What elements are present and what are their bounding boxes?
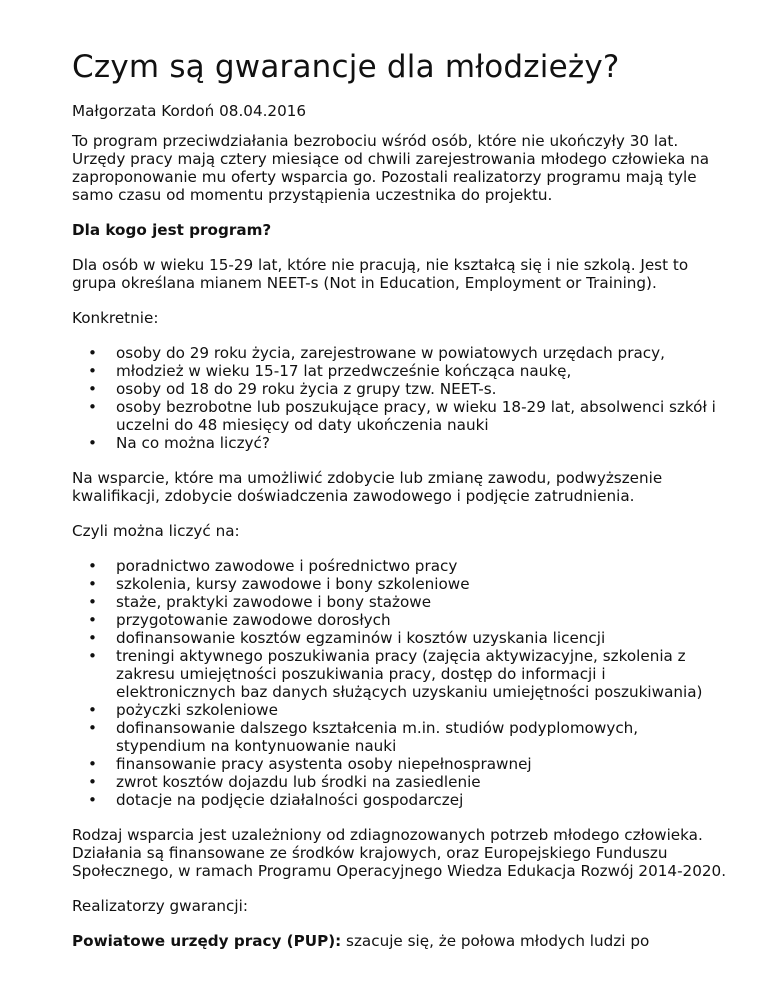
list-item: • osoby do 29 roku życia, zarejestrowane w powiatowych urzędach pracy, bbox=[116, 344, 728, 362]
list-item: • pożyczki szkoleniowe bbox=[116, 701, 728, 719]
list-item: • dofinansowanie kosztów egzaminów i kosztów uzyskania licencji bbox=[116, 629, 728, 647]
page-title: Czym są gwarancje dla młodzieży? bbox=[72, 49, 620, 85]
list-item: • treningi aktywnego poszukiwania pracy (zajęcia aktywizacyjne, szkolenia z zakresu umiejętności poszukiwania pracy, dostęp do informacji i elektronicznych baz danych służących uzyskaniu umiejętności poszukiwania) bbox=[116, 647, 728, 701]
list-item: • Na co można liczyć? bbox=[116, 434, 728, 452]
funding-paragraph: Rodzaj wsparcia jest uzależniony od zdiagnozowanych potrzeb młodego człowieka. Działania są finansowane ze środków krajowych, oraz Europejskiego Funduszu Społecznego, w ramach Programu Operacyjnego Wiedza Edukacja Rozwój 2014-2020. bbox=[72, 826, 727, 880]
author-date: Małgorzata Kordoń 08.04.2016 bbox=[72, 102, 307, 120]
pup-paragraph bbox=[72, 932, 728, 950]
konkretnie-label: Konkretnie: bbox=[72, 309, 159, 327]
list-item: • osoby bezrobotne lub poszukujące pracy, w wieku 18-29 lat, absolwenci szkół i uczelni do 48 miesięcy od daty ukończenia nauki bbox=[116, 398, 728, 434]
list-item: • dofinansowanie dalszego kształcenia m.in. studiów podyplomowych, stypendium na kontynuowanie nauki bbox=[116, 719, 728, 755]
intro-paragraph: To program przeciwdziałania bezrobociu wśród osób, które nie ukończyły 30 lat. Urzędy pracy mają cztery miesiące od chwili zarejestrowania młodego człowieka na zaproponowanie mu oferty wsparcia go. Pozostali realizatorzy programu mają tyle samo czasu od momentu przystąpienia uczestnika do projektu. bbox=[72, 132, 710, 204]
support-paragraph: Na wsparcie, które ma umożliwić zdobycie lub zmianę zawodu, podwyższenie kwalifikacji, zdobycie doświadczenia zawodowego i podjęcie zatrudnienia. bbox=[72, 469, 663, 505]
eligibility-list bbox=[72, 344, 728, 452]
target-paragraph: Dla osób w wieku 15-29 lat, które nie pracują, nie kształcą się i nie szkolą. Jest to grupa określana mianem NEET-s (Not in Education, Employment or Training). bbox=[72, 256, 689, 292]
list-item: • osoby od 18 do 29 roku życia z grupy tzw. NEET-s. bbox=[116, 380, 728, 398]
list-item: • szkolenia, kursy zawodowe i bony szkoleniowe bbox=[116, 575, 728, 593]
benefits-list bbox=[72, 557, 728, 809]
list-item: • staże, praktyki zawodowe i bony stażowe bbox=[116, 593, 728, 611]
list-item: • dotacje na podjęcie działalności gospodarczej bbox=[116, 791, 728, 809]
list-item: • finansowanie pracy asystenta osoby niepełnosprawnej bbox=[116, 755, 728, 773]
pup-text: szacuje się, że połowa młodych ludzi po bbox=[341, 932, 650, 950]
list-item: • przygotowanie zawodowe dorosłych bbox=[116, 611, 728, 629]
list-item: • poradnictwo zawodowe i pośrednictwo pracy bbox=[116, 557, 728, 575]
czyli-label: Czyli można liczyć na: bbox=[72, 522, 240, 540]
list-item: • zwrot kosztów dojazdu lub środki na zasiedlenie bbox=[116, 773, 728, 791]
section-heading-target: Dla kogo jest program? bbox=[72, 221, 272, 239]
pup-label: Powiatowe urzędy pracy (PUP): bbox=[72, 932, 342, 950]
realizatorzy-label: Realizatorzy gwarancji: bbox=[72, 897, 248, 915]
list-item: • młodzież w wieku 15-17 lat przedwcześnie kończąca naukę, bbox=[116, 362, 728, 380]
